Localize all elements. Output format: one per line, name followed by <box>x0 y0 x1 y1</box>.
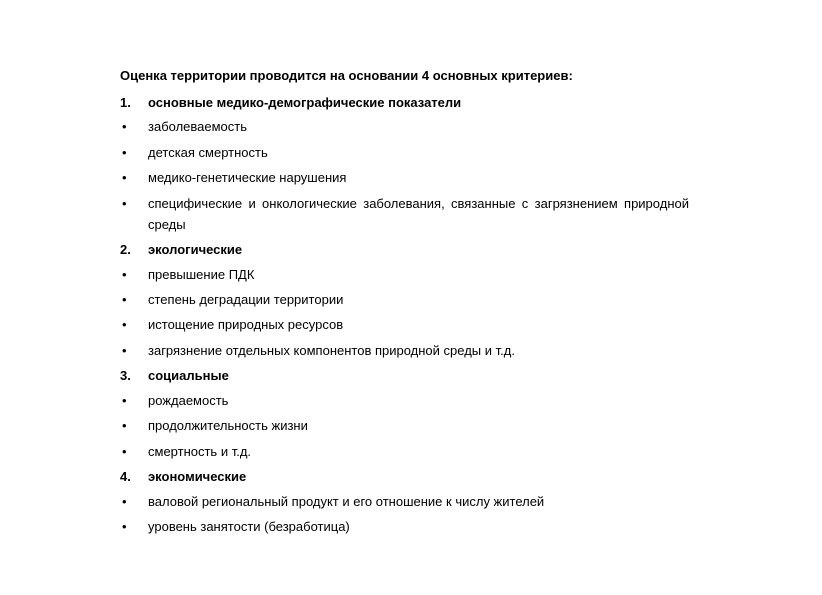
bullet-icon: • <box>122 444 127 459</box>
section-number: 2. <box>120 242 131 257</box>
bullet-icon: • <box>122 418 127 433</box>
bullet-icon: • <box>122 317 127 332</box>
bullet-icon: • <box>122 196 127 211</box>
list-item-text: рождаемость <box>148 393 229 408</box>
bullet-icon: • <box>122 343 127 358</box>
bullet-icon: • <box>122 292 127 307</box>
list-item-text: превышение ПДК <box>148 267 255 282</box>
section-number: 1. <box>120 95 131 110</box>
page-heading: Оценка территории проводится на основании 4 основных критериев: <box>120 68 573 83</box>
section-title: социальные <box>148 368 229 383</box>
bullet-icon: • <box>122 119 127 134</box>
section-number: 3. <box>120 368 131 383</box>
list-item-text: смертность и т.д. <box>148 444 252 459</box>
list-item-text: уровень занятости (безработица) <box>148 519 350 534</box>
list-item-text: валовой региональный продукт и его отношение к числу жителей <box>148 494 545 509</box>
list-item-text: истощение природных ресурсов <box>148 317 344 332</box>
bullet-icon: • <box>122 170 127 185</box>
list-item-text: специфические и онкологические заболевания, связанные с загрязнением природной среды <box>148 196 689 232</box>
list-item-text: степень деградации территории <box>148 292 344 307</box>
list-item-text: медико-генетические нарушения <box>148 170 347 185</box>
list-item-text: загрязнение отдельных компонентов природной среды и т.д. <box>148 343 515 358</box>
section-title: экологические <box>148 242 243 257</box>
list-item-text: детская смертность <box>148 145 268 160</box>
bullet-icon: • <box>122 494 127 509</box>
bullet-icon: • <box>122 519 127 534</box>
list-item-text: заболеваемость <box>148 119 248 134</box>
section-number: 4. <box>120 469 131 484</box>
bullet-icon: • <box>122 393 127 408</box>
bullet-icon: • <box>122 145 127 160</box>
list-item-text: продолжительность жизни <box>148 418 308 433</box>
section-title: экономические <box>148 469 247 484</box>
bullet-icon: • <box>122 267 127 282</box>
section-title: основные медико-демографические показатели <box>148 95 462 110</box>
